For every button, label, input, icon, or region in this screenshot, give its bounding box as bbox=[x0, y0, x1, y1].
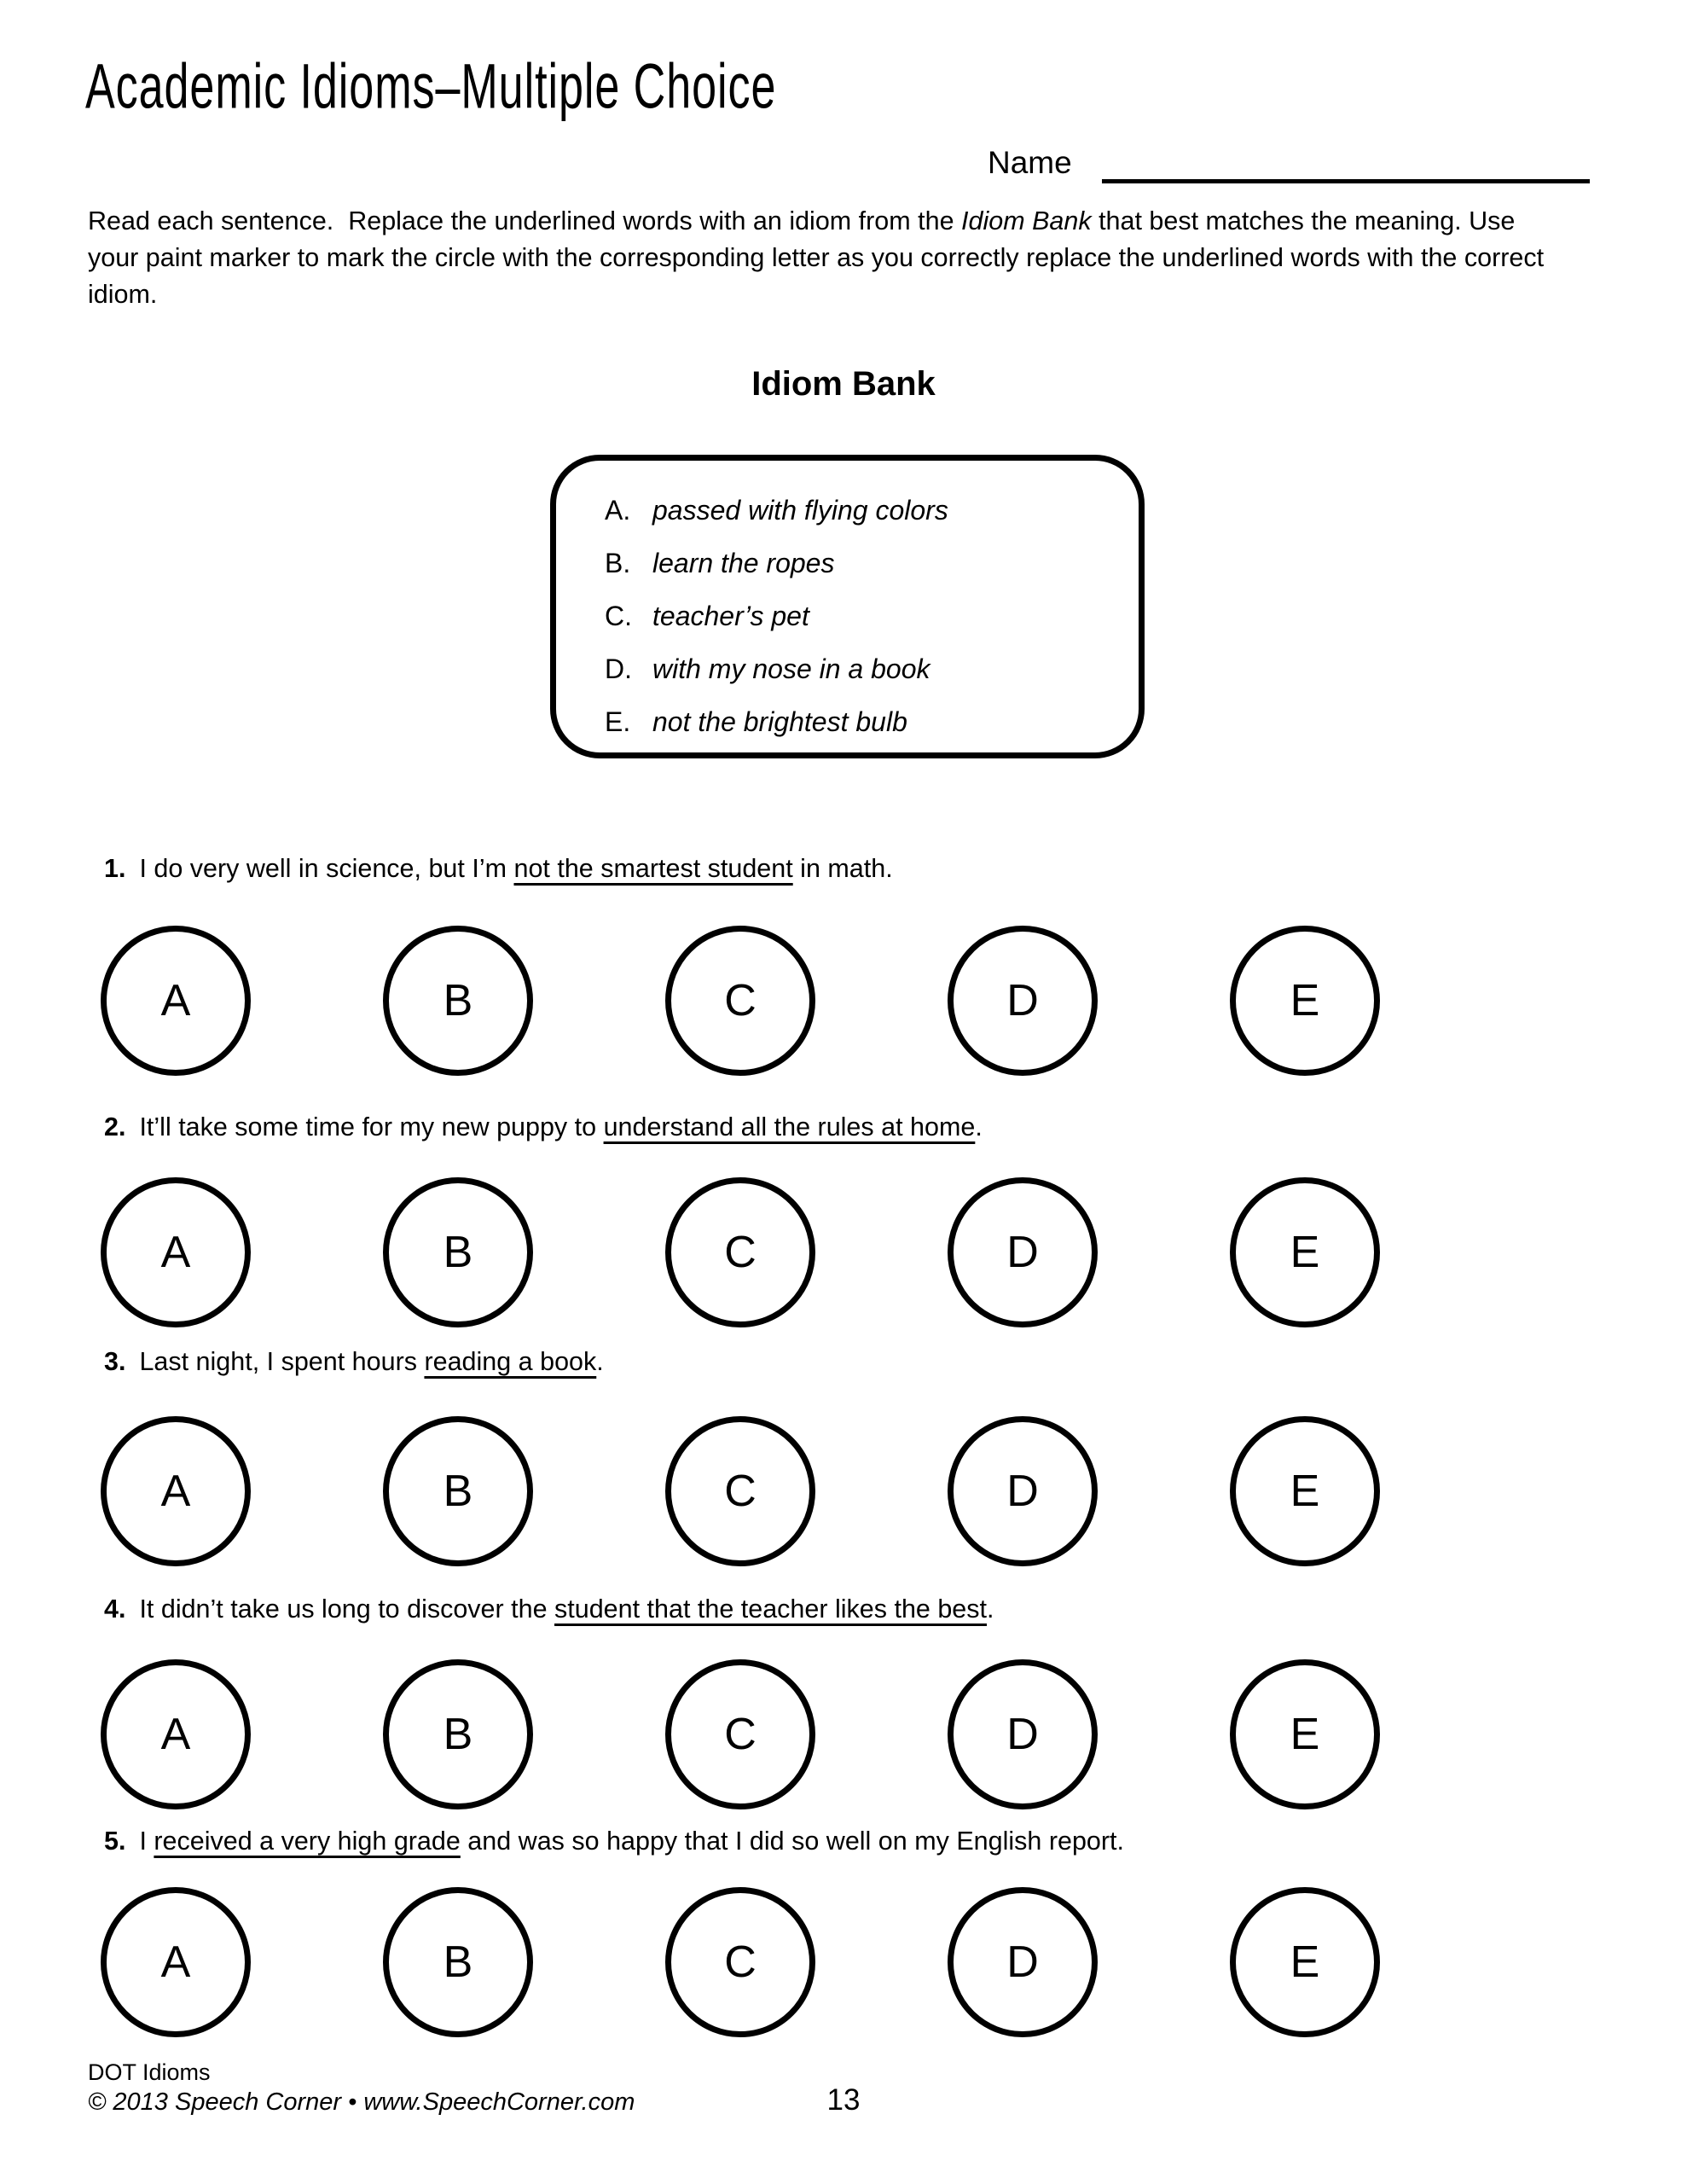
q5-choice-e[interactable]: E bbox=[1230, 1887, 1380, 2037]
question-1 bbox=[104, 853, 1605, 885]
question-underlined-phrase: not the smartest student bbox=[513, 854, 793, 883]
question-text bbox=[139, 1826, 1124, 1857]
idiom-letter: C. bbox=[605, 601, 632, 631]
question-underlined-phrase: student that the teacher likes the best bbox=[554, 1594, 987, 1623]
q2-choice-b[interactable]: B bbox=[383, 1177, 533, 1327]
instructions-italic-term: Idiom Bank bbox=[961, 206, 1092, 235]
q4-choice-a[interactable]: A bbox=[101, 1659, 251, 1809]
choice-row-q2 bbox=[101, 1177, 1380, 1327]
question-3 bbox=[104, 1346, 1605, 1378]
q2-choice-c[interactable]: C bbox=[665, 1177, 815, 1327]
choice-row-q3 bbox=[101, 1416, 1380, 1566]
question-4 bbox=[104, 1594, 1605, 1625]
idiom-text: not the brightest bulb bbox=[652, 706, 907, 737]
q2-choice-e[interactable]: E bbox=[1230, 1177, 1380, 1327]
idiom-bank-item-c bbox=[605, 601, 1122, 631]
question-underlined-phrase: received a very high grade bbox=[154, 1827, 461, 1856]
idiom-bank-list bbox=[556, 461, 1139, 737]
question-pre: It didn’t take us long to discover the bbox=[139, 1594, 555, 1623]
question-text bbox=[139, 853, 892, 885]
q2-choice-a[interactable]: A bbox=[101, 1177, 251, 1327]
question-post: . bbox=[975, 1112, 983, 1141]
choice-row-q1 bbox=[101, 926, 1380, 1076]
q1-choice-a[interactable]: A bbox=[101, 926, 251, 1076]
question-number: 2. bbox=[104, 1112, 126, 1141]
idiom-bank-item-a bbox=[605, 495, 1122, 526]
q2-choice-d[interactable]: D bbox=[948, 1177, 1098, 1327]
q1-choice-e[interactable]: E bbox=[1230, 926, 1380, 1076]
q5-choice-b[interactable]: B bbox=[383, 1887, 533, 2037]
instructions bbox=[88, 203, 1551, 313]
idiom-text: passed with flying colors bbox=[652, 495, 948, 526]
name-label: Name bbox=[988, 145, 1072, 180]
instructions-text-2: that best matches the meaning. Use your paint marker to mark the circle with the corresponding letter as you correctly replace the underlined words with the correct idiom. bbox=[88, 206, 1551, 309]
footer-series-title: DOT Idioms bbox=[88, 2059, 211, 2085]
q4-choice-e[interactable]: E bbox=[1230, 1659, 1380, 1809]
q1-choice-c[interactable]: C bbox=[665, 926, 815, 1076]
idiom-letter: B. bbox=[605, 548, 631, 578]
idiom-bank-item-e bbox=[605, 706, 1122, 737]
idiom-bank-item-b bbox=[605, 548, 1122, 578]
idiom-letter: E. bbox=[605, 706, 631, 737]
question-post: in math. bbox=[792, 854, 893, 883]
question-number: 5. bbox=[104, 1827, 126, 1856]
choice-row-q4 bbox=[101, 1659, 1380, 1809]
instructions-text-1: Read each sentence. Replace the underlined words with an idiom from the bbox=[88, 206, 962, 235]
question-pre: It’ll take some time for my new puppy to bbox=[139, 1112, 604, 1141]
idiom-text: learn the ropes bbox=[652, 548, 835, 578]
idiom-text: teacher’s pet bbox=[652, 601, 809, 631]
q1-choice-b[interactable]: B bbox=[383, 926, 533, 1076]
q4-choice-c[interactable]: C bbox=[665, 1659, 815, 1809]
question-post: . bbox=[596, 1347, 604, 1376]
question-pre: I do very well in science, but I’m bbox=[139, 854, 514, 883]
footer-copyright: © 2013 Speech Corner • www.SpeechCorner.com bbox=[88, 2088, 635, 2116]
idiom-letter: A. bbox=[605, 495, 631, 526]
question-number: 3. bbox=[104, 1347, 126, 1376]
q3-choice-a[interactable]: A bbox=[101, 1416, 251, 1566]
question-number: 4. bbox=[104, 1594, 126, 1623]
question-text bbox=[139, 1594, 994, 1625]
q3-choice-e[interactable]: E bbox=[1230, 1416, 1380, 1566]
question-2 bbox=[104, 1112, 1605, 1143]
choice-row-q5 bbox=[101, 1887, 1380, 2037]
name-input-line[interactable] bbox=[1102, 138, 1590, 183]
q5-choice-a[interactable]: A bbox=[101, 1887, 251, 2037]
question-underlined-phrase: reading a book bbox=[424, 1347, 597, 1376]
idiom-letter: D. bbox=[605, 653, 632, 684]
question-underlined-phrase: understand all the rules at home bbox=[603, 1112, 976, 1141]
question-5 bbox=[104, 1826, 1605, 1857]
q5-choice-c[interactable]: C bbox=[665, 1887, 815, 2037]
q4-choice-d[interactable]: D bbox=[948, 1659, 1098, 1809]
q5-choice-d[interactable]: D bbox=[948, 1887, 1098, 2037]
q3-choice-b[interactable]: B bbox=[383, 1416, 533, 1566]
question-text bbox=[139, 1346, 603, 1378]
page-title: Academic Idioms–Multiple Choice bbox=[85, 50, 777, 122]
q4-choice-b[interactable]: B bbox=[383, 1659, 533, 1809]
idiom-bank-box bbox=[550, 455, 1145, 758]
question-pre: I bbox=[139, 1827, 154, 1856]
page-number: 13 bbox=[826, 2083, 861, 2117]
question-post: . bbox=[987, 1594, 994, 1623]
q3-choice-d[interactable]: D bbox=[948, 1416, 1098, 1566]
question-post: and was so happy that I did so well on my English report. bbox=[460, 1827, 1124, 1856]
q1-choice-d[interactable]: D bbox=[948, 926, 1098, 1076]
idiom-bank-heading: Idiom Bank bbox=[751, 365, 936, 403]
question-pre: Last night, I spent hours bbox=[139, 1347, 425, 1376]
idiom-bank-item-d bbox=[605, 653, 1122, 684]
question-number: 1. bbox=[104, 854, 126, 883]
question-text bbox=[139, 1112, 982, 1143]
idiom-text: with my nose in a book bbox=[652, 653, 930, 684]
q3-choice-c[interactable]: C bbox=[665, 1416, 815, 1566]
